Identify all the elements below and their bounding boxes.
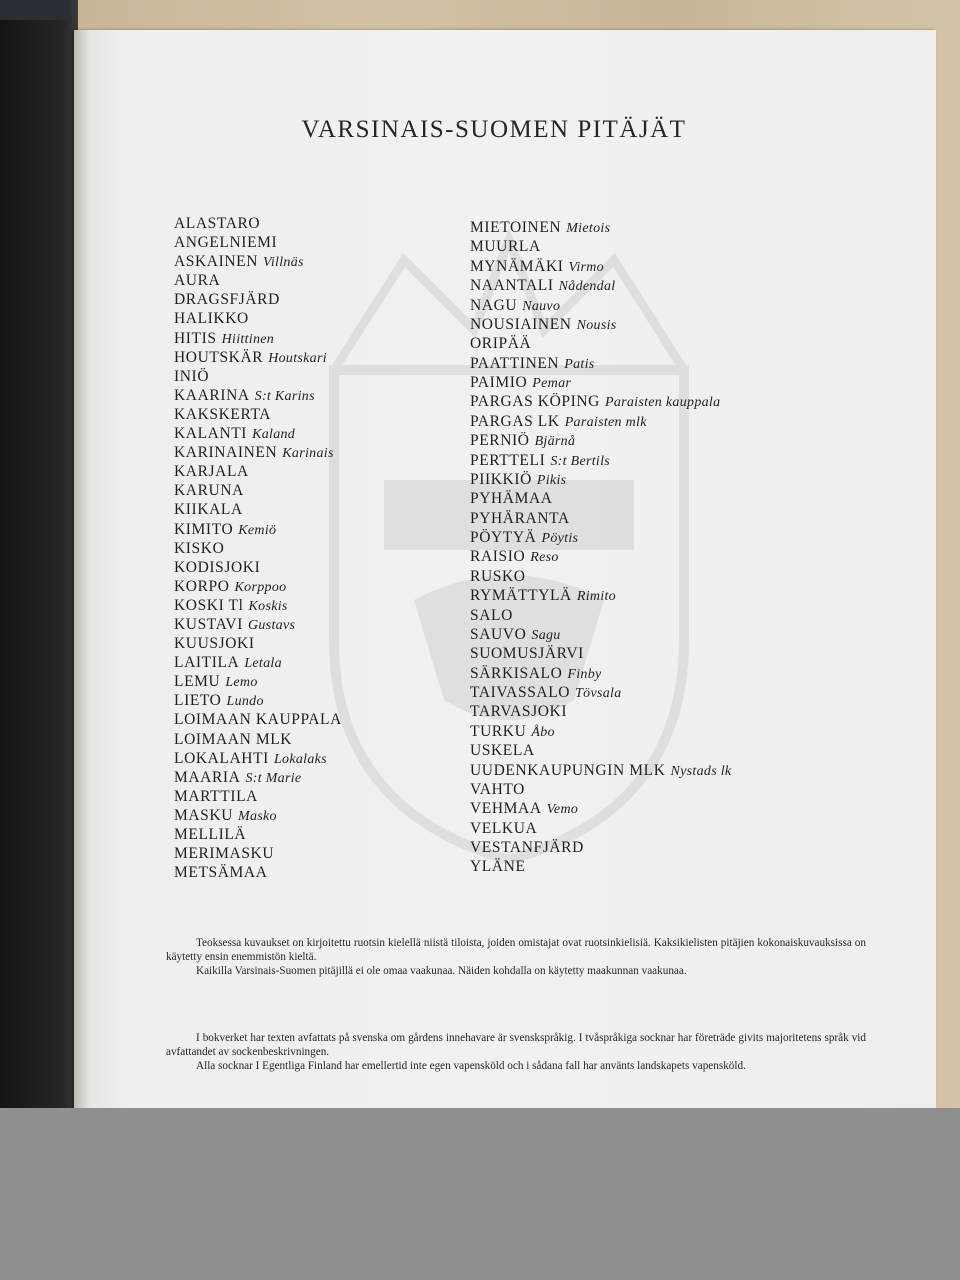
parish-name: INIÖ <box>174 367 210 385</box>
parish-alt-name: Pemar <box>532 376 572 391</box>
parish-name: VELKUA <box>470 819 538 837</box>
parish-name: YLÄNE <box>470 858 526 876</box>
parish-name: METSÄMAA <box>174 864 268 882</box>
parish-name: UUDENKAUPUNGIN MLK <box>470 761 666 779</box>
parish-item <box>470 412 731 431</box>
parish-item <box>470 644 731 663</box>
note-finnish <box>166 936 866 978</box>
parish-item <box>174 233 342 252</box>
parish-alt-name: Hiittinen <box>221 331 275 347</box>
parish-name: SUOMUSJÄRVI <box>470 645 584 663</box>
parish-name: KIIKALA <box>174 501 243 519</box>
parish-item <box>174 653 342 672</box>
parish-name: PAIMIO <box>470 374 528 391</box>
parish-item <box>174 520 342 539</box>
parish-item <box>174 481 342 500</box>
parish-name: NAANTALI <box>470 277 554 295</box>
cover-edge <box>0 0 70 20</box>
parish-item <box>470 315 731 334</box>
parish-name: ORIPÄÄ <box>470 335 532 353</box>
parish-item <box>470 257 731 276</box>
parish-item <box>470 451 731 470</box>
parish-name: AURA <box>174 272 221 290</box>
parish-item <box>174 710 342 729</box>
note-paragraph: I bokverket har texten avfattats på svenska om gårdens innehavare är svenskspråkig. I tvåspråkiga socknar har företräde givits majoritetens språk vid avfattandet av sockenbeskrivningen. <box>166 1032 866 1058</box>
parish-name: PAATTINEN <box>470 354 560 372</box>
parish-alt-name: Tövsala <box>575 686 622 701</box>
parish-item <box>470 722 731 741</box>
parish-name: KUSTAVI <box>174 615 243 633</box>
parish-item <box>470 392 731 411</box>
parish-name: VEHMAA <box>470 800 542 818</box>
parish-item <box>174 462 342 481</box>
parish-name: PERTTELI <box>470 451 546 469</box>
parish-alt-name: Koskis <box>248 598 288 614</box>
note-paragraph: Teoksessa kuvaukset on kirjoitettu ruotsin kielellä niistä tiloista, joiden omistajat ovat ruotsinkielisiä. Kaksikielisten pitäjien kokonaiskuvauksissa on käytetty ensin enemmistön kieltä. <box>166 937 866 963</box>
page-gutter <box>74 30 90 1115</box>
parish-name: KARUNA <box>174 482 244 500</box>
parish-alt-name: S:t Bertils <box>550 453 611 469</box>
parish-name: MYNÄMÄKI <box>470 257 564 275</box>
parish-alt-name: Paraisten kauppala <box>604 395 721 411</box>
parish-name: PYHÄRANTA <box>470 509 570 527</box>
parish-item <box>174 386 342 405</box>
parish-item <box>174 672 342 691</box>
parish-item <box>470 567 731 586</box>
parish-alt-name: Masko <box>237 808 277 824</box>
parish-name: TURKU <box>470 722 527 740</box>
parish-item <box>174 863 342 882</box>
parish-name: MERIMASKU <box>174 845 275 863</box>
parish-alt-name: Sagu <box>531 627 561 643</box>
parish-item <box>470 586 731 605</box>
parish-name: RAISIO <box>470 548 526 566</box>
parish-item <box>174 558 342 577</box>
parish-item <box>174 806 342 825</box>
parish-alt-name: Pöytis <box>541 531 579 546</box>
parish-name: PARGAS LK <box>470 412 560 430</box>
parish-name: MARTTILA <box>174 787 258 805</box>
parish-item <box>174 539 342 558</box>
parish-name: KAKSKERTA <box>174 405 272 423</box>
parish-name: ANGELNIEMI <box>174 234 278 252</box>
parish-alt-name: Vemo <box>546 802 579 818</box>
redaction-bar <box>0 1108 960 1280</box>
parish-list-right <box>470 218 731 877</box>
parish-name: KORPO <box>174 577 230 595</box>
parish-alt-name: S:t Karins <box>254 388 315 404</box>
parish-name: HOUTSKÄR <box>174 348 264 366</box>
parish-alt-name: Patis <box>564 356 595 372</box>
parish-item <box>174 214 342 233</box>
parish-alt-name: Åbo <box>531 724 555 740</box>
parish-name: KODISJOKI <box>174 558 261 576</box>
parish-name: NAGU <box>470 296 518 314</box>
parish-name: MELLILÄ <box>174 826 247 843</box>
parish-name: RYMÄTTYLÄ <box>470 587 572 605</box>
parish-item <box>470 761 731 780</box>
parish-name: KUUSJOKI <box>174 635 255 653</box>
parish-item <box>470 296 731 315</box>
parish-item <box>174 634 342 653</box>
note-paragraph: Kaikilla Varsinais-Suomen pitäjillä ei ole omaa vaakunaa. Näiden kohdalla on käytetty maakunnan vaakunaa. <box>196 965 687 977</box>
parish-item <box>470 334 731 353</box>
parish-item <box>470 354 731 373</box>
parish-name: HALIKKO <box>174 310 249 328</box>
parish-alt-name: Rimito <box>576 589 616 605</box>
parish-item <box>470 528 731 547</box>
parish-name: LAITILA <box>174 654 240 672</box>
parish-item <box>174 500 342 519</box>
parish-item <box>470 373 731 392</box>
parish-item <box>174 844 342 863</box>
parish-alt-name: S:t Marie <box>245 770 302 786</box>
parish-item <box>174 691 342 710</box>
parish-name: USKELA <box>470 742 535 760</box>
parish-name: KALANTI <box>174 425 248 443</box>
parish-alt-name: Letala <box>244 656 282 672</box>
parish-item <box>470 237 731 256</box>
parish-item <box>470 547 731 566</box>
parish-item <box>174 290 342 309</box>
parish-name: TARVASJOKI <box>470 703 568 721</box>
parish-name: KISKO <box>174 539 225 557</box>
parish-name: ASKAINEN <box>174 253 259 271</box>
parish-alt-name: Karinais <box>282 446 334 462</box>
parish-alt-name: Gustavs <box>248 617 296 633</box>
parish-alt-name: Paraisten mlk <box>564 414 647 430</box>
parish-name: MASKU <box>174 806 233 824</box>
parish-name: LOIMAAN KAUPPALA <box>174 711 342 729</box>
parish-name: DRAGSFJÄRD <box>174 291 280 309</box>
parish-item <box>174 367 342 386</box>
parish-item <box>470 431 731 450</box>
parish-alt-name: Kemiö <box>238 522 277 538</box>
parish-item <box>174 348 342 367</box>
parish-name: NOUSIAINEN <box>470 315 572 333</box>
parish-item <box>470 276 731 295</box>
parish-name: LOIMAAN MLK <box>174 730 293 748</box>
parish-name: SALO <box>470 606 513 624</box>
parish-alt-name: Nådendal <box>558 279 616 295</box>
parish-item <box>470 625 731 644</box>
parish-name: KARJALA <box>174 463 249 481</box>
parish-name: PYHÄMAA <box>470 490 553 508</box>
parish-name: LEMU <box>174 673 221 691</box>
parish-alt-name: Lemo <box>225 675 258 691</box>
note-paragraph: Alla socknar I Egentliga Finland har emellertid inte egen vapensköld och i sådana fall har använts landskapets vapensköld. <box>196 1060 746 1072</box>
parish-name: KOSKI Tl <box>174 596 244 614</box>
parish-alt-name: Nauvo <box>522 298 561 314</box>
parish-name: VESTANFJÄRD <box>470 839 584 856</box>
parish-item <box>174 443 342 462</box>
parish-item <box>174 577 342 596</box>
parish-item <box>470 741 731 760</box>
parish-alt-name: Nystads lk <box>670 763 732 779</box>
parish-item <box>470 489 731 508</box>
parish-alt-name: Pikis <box>536 472 567 488</box>
book-page <box>74 30 936 1115</box>
parish-name: LIETO <box>174 692 222 710</box>
parish-alt-name: Houtskari <box>268 350 327 366</box>
parish-name: PIIKKIÖ <box>470 470 532 488</box>
parish-name: KAARINA <box>174 386 250 404</box>
parish-name: VAHTO <box>470 780 525 798</box>
parish-alt-name: Bjärnå <box>534 434 576 450</box>
parish-item <box>470 509 731 528</box>
parish-item <box>470 838 731 857</box>
page-title: VARSINAIS-SUOMEN PITÄJÄT <box>301 116 687 143</box>
parish-alt-name: Finby <box>567 666 602 682</box>
parish-alt-name: Lundo <box>226 694 264 710</box>
parish-item <box>470 683 731 702</box>
parish-item <box>470 819 731 838</box>
parish-item <box>174 825 342 844</box>
parish-item <box>470 780 731 799</box>
parish-name: MUURLA <box>470 238 541 256</box>
parish-item <box>470 799 731 818</box>
parish-name: SAUVO <box>470 625 527 643</box>
parish-alt-name: Reso <box>530 550 559 566</box>
parish-alt-name: Korppoo <box>234 579 287 595</box>
parish-item <box>470 606 731 625</box>
parish-name: KARINAINEN <box>174 444 278 462</box>
parish-name: MIETOINEN <box>470 219 562 236</box>
parish-item <box>470 664 731 683</box>
parish-alt-name: Mietois <box>566 221 611 236</box>
parish-name: ALASTARO <box>174 215 261 232</box>
parish-alt-name: Kaland <box>252 427 296 443</box>
parish-item <box>174 768 342 787</box>
parish-item <box>174 596 342 615</box>
parish-name: SÄRKISALO <box>470 664 563 682</box>
parish-item <box>470 702 731 721</box>
parish-name: PERNIÖ <box>470 432 530 450</box>
parish-alt-name: Villnäs <box>263 255 304 271</box>
parish-name: PÖYTYÄ <box>470 529 537 546</box>
parish-name: KIMITO <box>174 520 234 538</box>
parish-name: PARGAS KÖPING <box>470 393 600 411</box>
parish-name: LOKALAHTI <box>174 749 269 767</box>
parish-alt-name: Lokalaks <box>273 751 327 767</box>
parish-item <box>174 329 342 348</box>
parish-item <box>470 857 731 876</box>
parish-item <box>470 470 731 489</box>
parish-item <box>174 615 342 634</box>
book-cover <box>0 0 78 1120</box>
note-swedish <box>166 1031 866 1073</box>
parish-item <box>174 309 342 328</box>
parish-alt-name: Virmo <box>568 259 604 275</box>
parish-item <box>174 730 342 749</box>
parish-item <box>174 749 342 768</box>
parish-item <box>174 787 342 806</box>
parish-name: TAIVASSALO <box>470 684 571 701</box>
parish-list-left <box>174 214 342 882</box>
parish-item <box>174 271 342 290</box>
parish-name: HITIS <box>174 329 217 347</box>
parish-name: RUSKO <box>470 567 526 585</box>
parish-alt-name: Nousis <box>576 317 617 333</box>
parish-item <box>174 252 342 271</box>
parish-item <box>174 405 342 424</box>
parish-item <box>470 218 731 237</box>
parish-name: MAARIA <box>174 768 241 786</box>
parish-item <box>174 424 342 443</box>
